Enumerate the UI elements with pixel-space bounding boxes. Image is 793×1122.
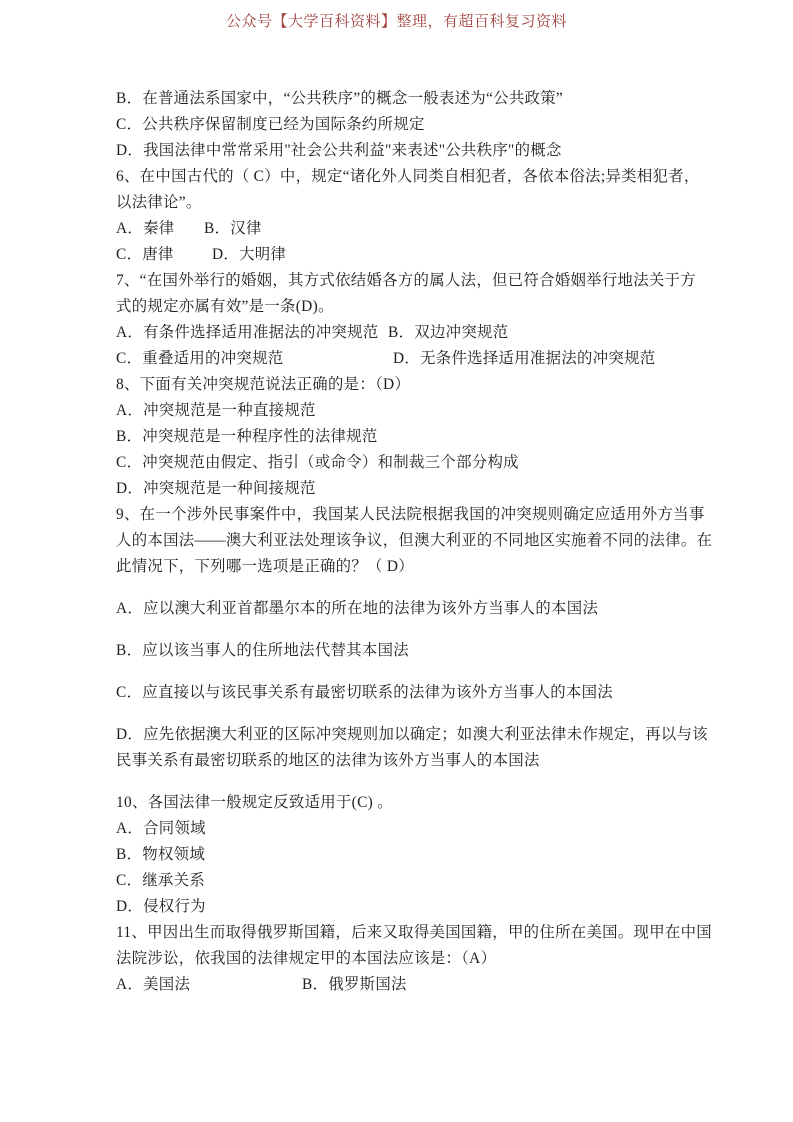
option-text: D．应先依据澳大利亚的区际冲突规则加以确定；如澳大利亚法律未作规定，再以与该: [116, 726, 708, 743]
option-text: B．在普通法系国家中，“公共秩序”的概念一般表述为“公共政策”: [116, 90, 564, 107]
question-text: 7、“在国外举行的婚姻，其方式依结婚各方的属人法，但已符合婚姻举行地法关于方: [116, 272, 696, 289]
option-text: C．重叠适用的冲突规范: [116, 350, 284, 367]
option-text: B．冲突规范是一种程序性的法律规范: [116, 428, 378, 445]
question-text-continued: 式的规定亦属有效”是一条(D)。: [116, 298, 334, 315]
option-text: C．应直接以与该民事关系有最密切联系的法律为该外方当事人的本国法: [116, 684, 613, 701]
option-text: D．无条件选择适用准据法的冲突规范: [393, 350, 656, 367]
document-body: [116, 86, 716, 998]
option-text: A．合同领域: [116, 820, 206, 837]
option-text: D．大明律: [212, 246, 287, 263]
option-text: B．双边冲突规范: [388, 324, 509, 341]
option-row: [116, 972, 716, 998]
question-text-continued: 民事关系有最密切联系的地区的法律为该外方当事人的本国法: [116, 752, 540, 769]
option-text: A．有条件选择适用准据法的冲突规范: [116, 324, 379, 341]
question-text-continued: 以法律论”。: [116, 194, 202, 211]
question-text: 9、在一个涉外民事案件中，我国某人民法院根据我国的冲突规则确定应适用外方当事: [116, 506, 705, 523]
option-text: B．物权领域: [116, 846, 206, 863]
option-text: C．继承关系: [116, 872, 206, 889]
option-text: A．应以澳大利亚首都墨尔本的所在地的法律为该外方当事人的本国法: [116, 600, 599, 617]
option-text: B．应以该当事人的住所地法代替其本国法: [116, 642, 409, 659]
question-text: 11、甲因出生而取得俄罗斯国籍，后来又取得美国国籍，甲的住所在美国。现甲在中国: [116, 924, 712, 941]
option-text: D．侵权行为: [116, 898, 206, 915]
option-row: [116, 216, 716, 242]
question-text: 10、各国法律一般规定反致适用于(C) 。: [116, 794, 393, 811]
option-text: D．冲突规范是一种间接规范: [116, 480, 316, 497]
question-text: 8、下面有关冲突规范说法正确的是：（D）: [116, 376, 411, 393]
question-text-continued: 法院涉讼，依我国的法律规定甲的本国法应该是：（A）: [116, 950, 497, 967]
question-text: 6、在中国古代的（ C）中，规定“诸化外人同类自相犯者，各依本俗法;异类相犯者，: [116, 168, 700, 185]
question-text-continued: 此情况下，下列哪一选项是正确的？（ D）: [116, 558, 414, 575]
page-header-note: 公众号【大学百科资料】整理，有超百科复习资料: [225, 14, 567, 30]
option-text: C．公共秩序保留制度已经为国际条约所规定: [116, 116, 425, 133]
option-text: B．汉律: [204, 220, 262, 237]
option-row: [116, 320, 716, 346]
option-text: B．俄罗斯国法: [302, 976, 407, 993]
option-row: [116, 346, 716, 372]
option-text: A．秦律: [116, 220, 175, 237]
question-text-continued: 人的本国法——澳大利亚法处理该争议，但澳大利亚的不同地区实施着不同的法律。在: [116, 532, 713, 549]
option-text: A．冲突规范是一种直接规范: [116, 402, 316, 419]
option-text: A．美国法: [116, 976, 191, 993]
option-text: C．唐律: [116, 246, 174, 263]
option-text: C．冲突规范由假定、指引（或命令）和制裁三个部分构成: [116, 454, 519, 471]
option-text: D．我国法律中常常采用"社会公共利益"来表述"公共秩序"的概念: [116, 142, 562, 159]
option-row: [116, 242, 716, 268]
